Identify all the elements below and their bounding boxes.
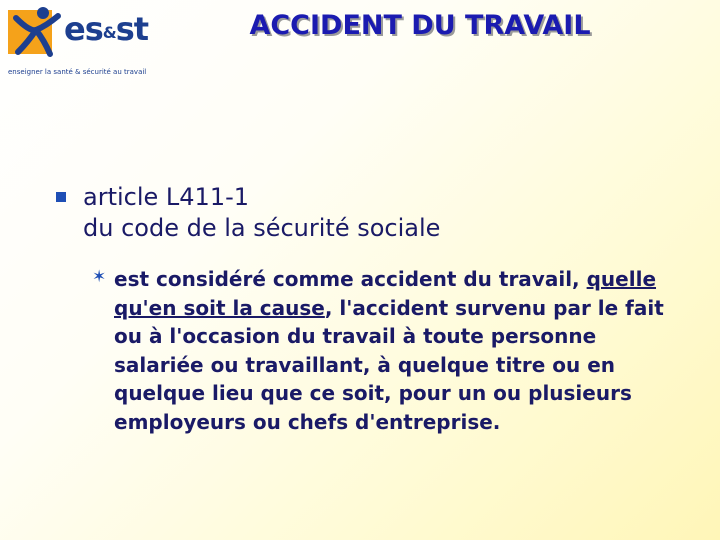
logo-tagline: enseigner la santé & sécurité au travail — [8, 68, 147, 76]
logo-word-left: es — [64, 10, 103, 48]
person-figure-icon — [6, 4, 70, 62]
esst-logo — [6, 4, 176, 80]
definition-underlined: quelle qu'en soit la cause — [114, 267, 657, 320]
bullet-article-line1: article L411-1 — [83, 183, 250, 211]
bullet-article — [56, 182, 676, 244]
slide-title: ACCIDENT DU TRAVAIL — [249, 10, 591, 41]
bullet-article-line2: du code de la sécurité sociale — [83, 214, 441, 242]
bullet-article-text — [83, 182, 676, 244]
star-bullet-icon: ✶ — [92, 267, 107, 287]
definition-end: , l'accident survenu par le fait ou à l'occasion du travail à toute personne salariée ou travaillant, à quelque titre ou en quelque lieu que ce soit, pour un ou plusieurs employeurs ou chefs d'entreprise. — [114, 295, 664, 434]
bullet-definition-text — [114, 265, 692, 436]
logo-word-right: st — [115, 10, 149, 48]
bullet-definition — [92, 265, 692, 436]
definition-start: est considéré comme accident du travail, — [114, 267, 587, 291]
logo-wordmark — [64, 10, 148, 48]
square-bullet-icon — [56, 192, 66, 202]
logo-word-amp: & — [102, 23, 116, 42]
